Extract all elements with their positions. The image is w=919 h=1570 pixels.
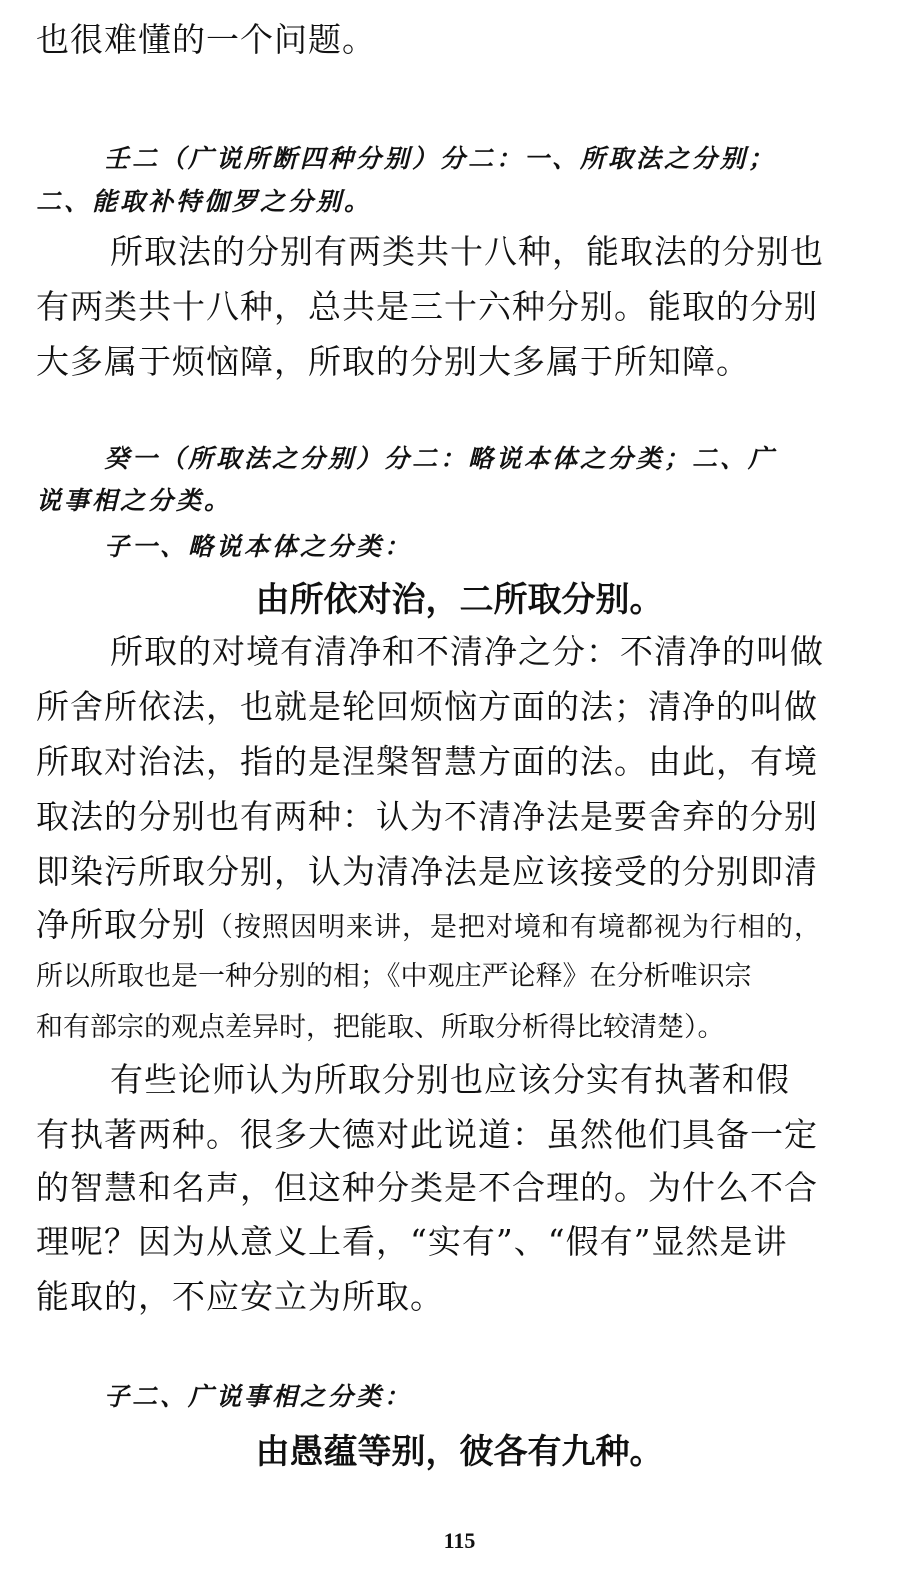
verse-line-1: 由所依对治，二所取分别。 [255, 580, 664, 620]
page-number: 115 [443, 1528, 476, 1553]
top-text-line: 也很难懂的一个问题。 [36, 20, 376, 59]
section-heading-gui1-line2: 说事相之分类。 [36, 486, 233, 515]
paragraph-line: 理呢？因为从意义上看，“实有”、“假有”显然是讲 [36, 1222, 788, 1261]
paragraph-line: 所取法的分别有两类共十八种，能取法的分别也 [110, 232, 824, 271]
paragraph-line: 的智慧和名声，但这种分类是不合理的。为什么不合 [36, 1168, 818, 1207]
subsection-heading-zi1: 子一、略说本体之分类： [104, 532, 413, 561]
verse-line-2: 由愚蕴等别，彼各有九种。 [255, 1432, 664, 1472]
paragraph-line: 所取对治法，指的是涅槃智慧方面的法。由此，有境 [36, 742, 818, 781]
section-heading-gui1-line1: 癸一（所取法之分别）分二：略说本体之分类；二、广 [104, 444, 777, 473]
subsection-heading-zi2: 子二、广说事相之分类： [104, 1382, 413, 1411]
annotation-note: （按照因明来讲，是把对境和有境都视为行相的， [206, 912, 822, 943]
section-heading-ren2-line1: 壬二（广说所断四种分别）分二：一、所取法之分别； [104, 144, 777, 173]
paragraph-line: 能取的，不应安立为所取。 [36, 1277, 444, 1316]
paragraph-line: 有些论师认为所取分别也应该分实有执著和假 [110, 1060, 790, 1099]
paragraph-line: 即染污所取分别，认为清净法是应该接受的分别即清 [36, 852, 818, 891]
annotation-note-line: 和有部宗的观点差异时，把能取、所取分析得比较清楚）。 [36, 1012, 725, 1043]
paragraph-line: 取法的分别也有两种：认为不清净法是要舍弃的分别 [36, 797, 818, 836]
paragraph-line-with-note [36, 905, 822, 948]
paragraph-line: 大多属于烦恼障，所取的分别大多属于所知障。 [36, 342, 750, 381]
section-heading-ren2-line2: 二、能取补特伽罗之分别。 [36, 187, 373, 216]
annotation-note-line: 所以所取也是一种分别的相；《中观庄严论释》在分析唯识宗 [36, 961, 752, 992]
paragraph-line: 所舍所依法，也就是轮回烦恼方面的法；清净的叫做 [36, 687, 818, 726]
paragraph-line: 有两类共十八种，总共是三十六种分别。能取的分别 [36, 287, 818, 326]
paragraph-line: 有执著两种。很多大德对此说道：虽然他们具备一定 [36, 1115, 818, 1154]
paragraph-line: 所取的对境有清净和不清净之分：不清净的叫做 [110, 632, 824, 671]
paragraph-text: 净所取分别 [36, 905, 206, 944]
